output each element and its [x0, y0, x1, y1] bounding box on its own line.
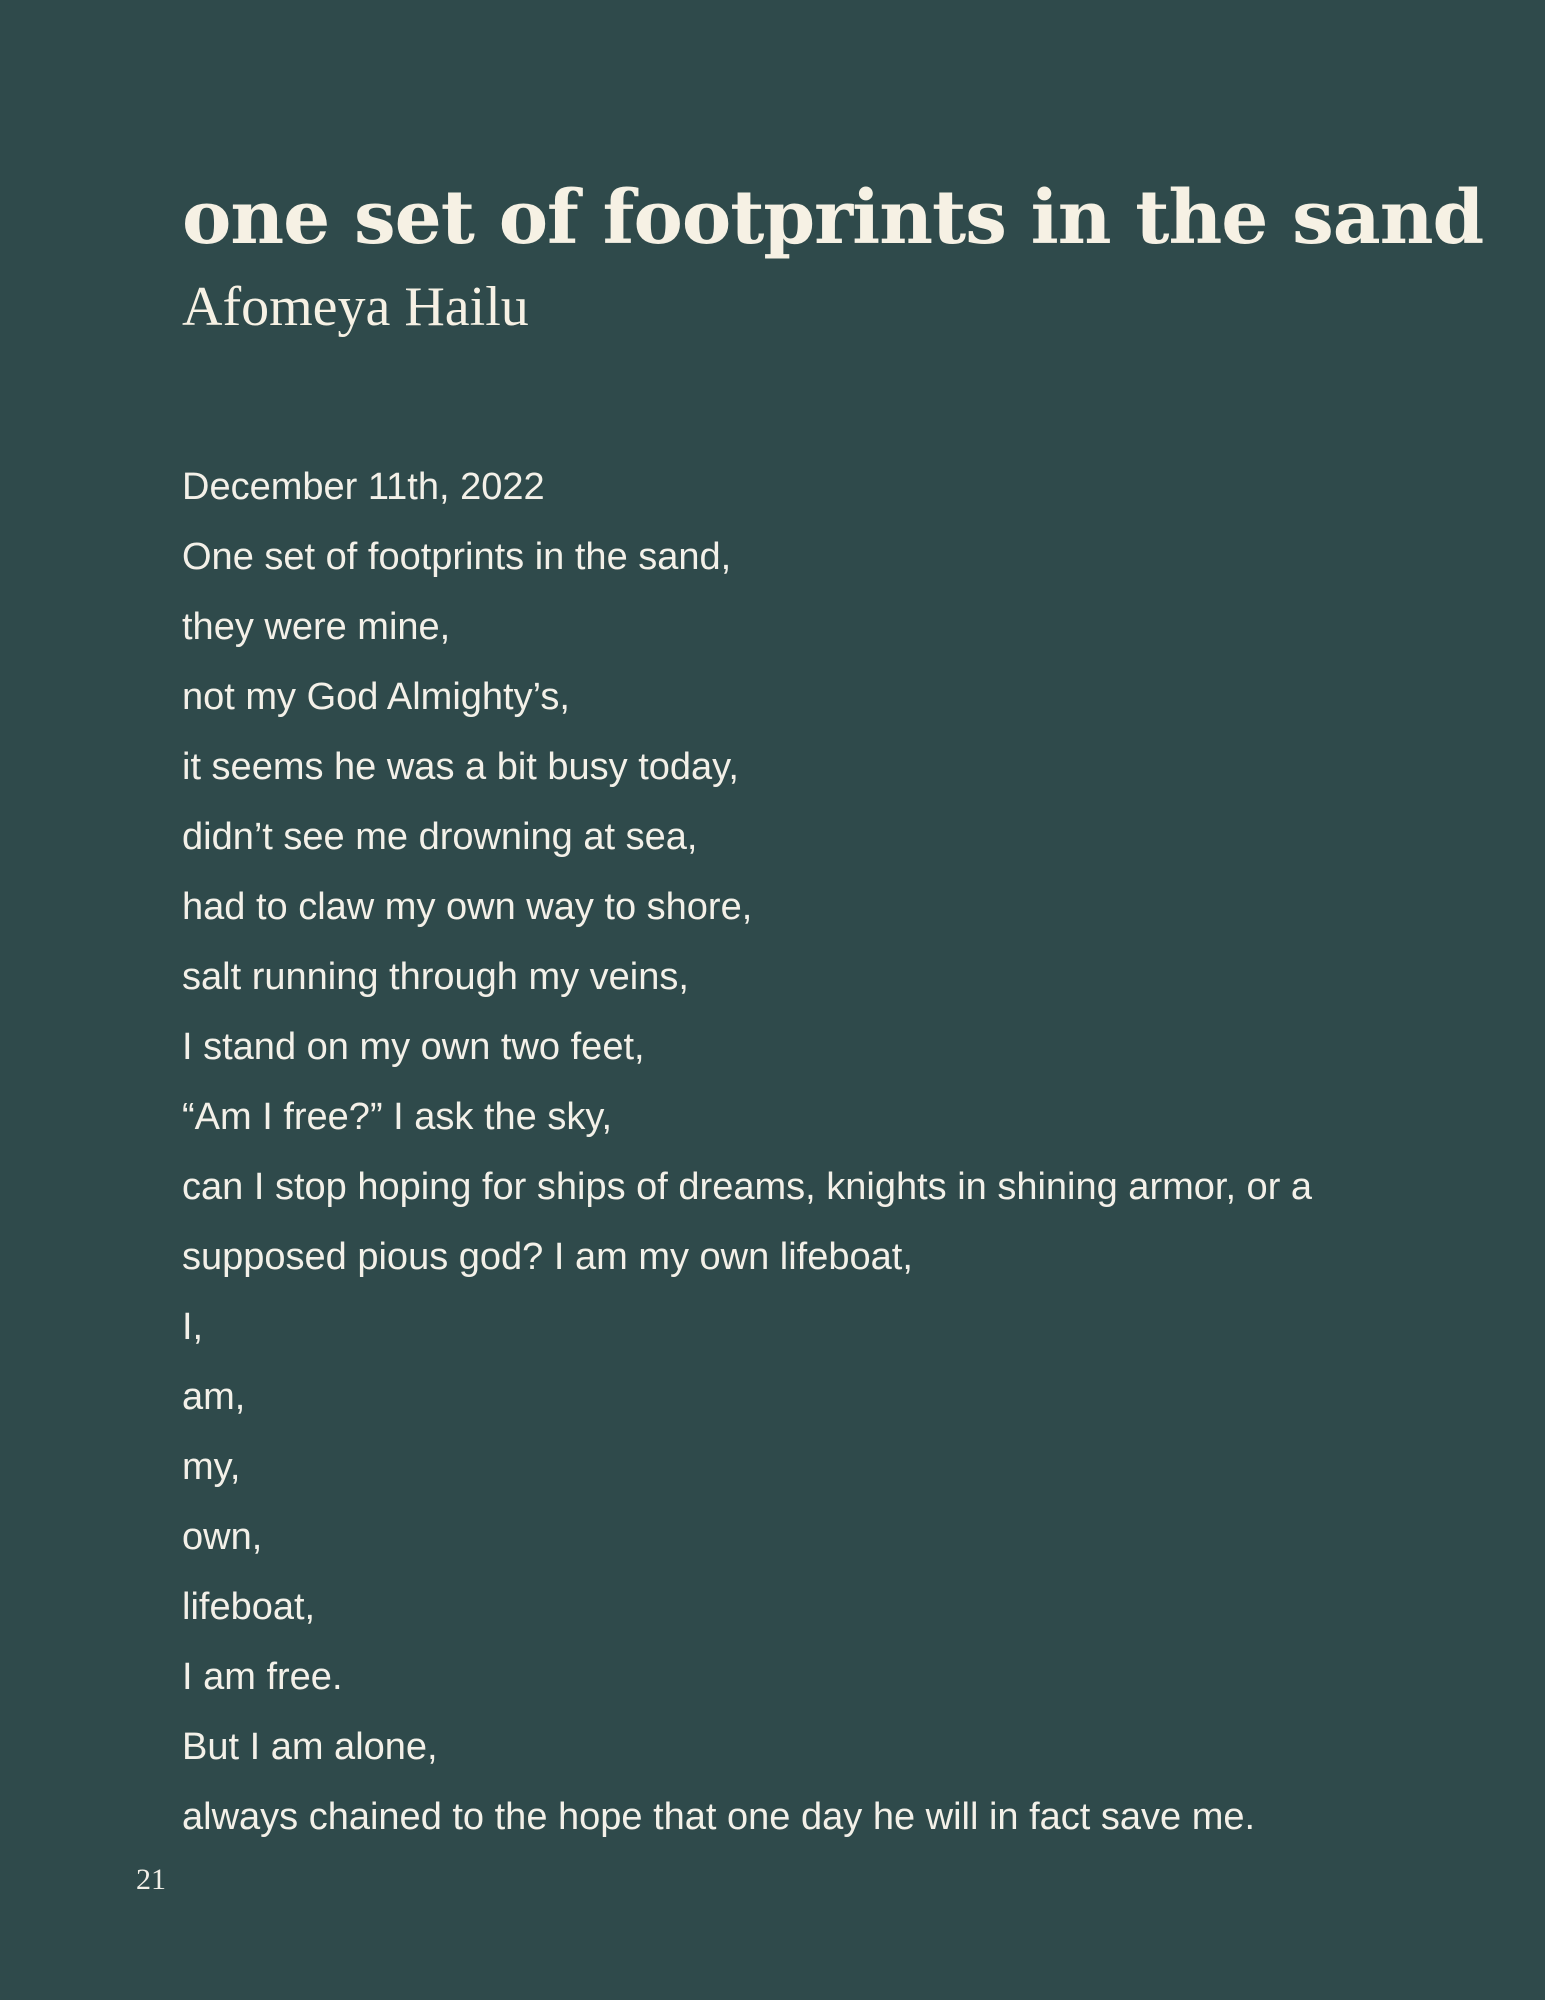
poem-date: December 11th, 2022	[182, 466, 545, 508]
poem-line: I stand on my own two feet,	[182, 1026, 645, 1068]
poem-line: I am free.	[182, 1656, 343, 1698]
poem-line: supposed pious god? I am my own lifeboat,	[182, 1236, 913, 1278]
poem-line: didn’t see me drowning at sea,	[182, 816, 698, 858]
poem-author: Afomeya Hailu	[182, 276, 529, 338]
poem-line: am,	[182, 1376, 246, 1418]
poem-line: always chained to the hope that one day he will in fact save me.	[182, 1796, 1256, 1838]
poem-line: I,	[182, 1306, 204, 1348]
page-number: 21	[136, 1863, 166, 1896]
poem-line: But I am alone,	[182, 1726, 438, 1768]
poem-line: not my God Almighty’s,	[182, 676, 570, 718]
poem-body	[182, 452, 1382, 1852]
poem-line: they were mine,	[182, 606, 451, 648]
poem-line: own,	[182, 1516, 263, 1558]
poem-line: One set of footprints in the sand,	[182, 536, 732, 578]
poem-line: it seems he was a bit busy today,	[182, 746, 739, 788]
poem-line: can I stop hoping for ships of dreams, knights in shining armor, or a	[182, 1166, 1313, 1208]
poem-line: had to claw my own way to shore,	[182, 886, 753, 928]
poem-title: one set of footprints in the sand	[182, 175, 1484, 261]
poem-line: my,	[182, 1446, 241, 1488]
poem-line: “Am I free?” I ask the sky,	[182, 1096, 613, 1138]
poem-line: salt running through my veins,	[182, 956, 689, 998]
poem-line: lifeboat,	[182, 1586, 316, 1628]
